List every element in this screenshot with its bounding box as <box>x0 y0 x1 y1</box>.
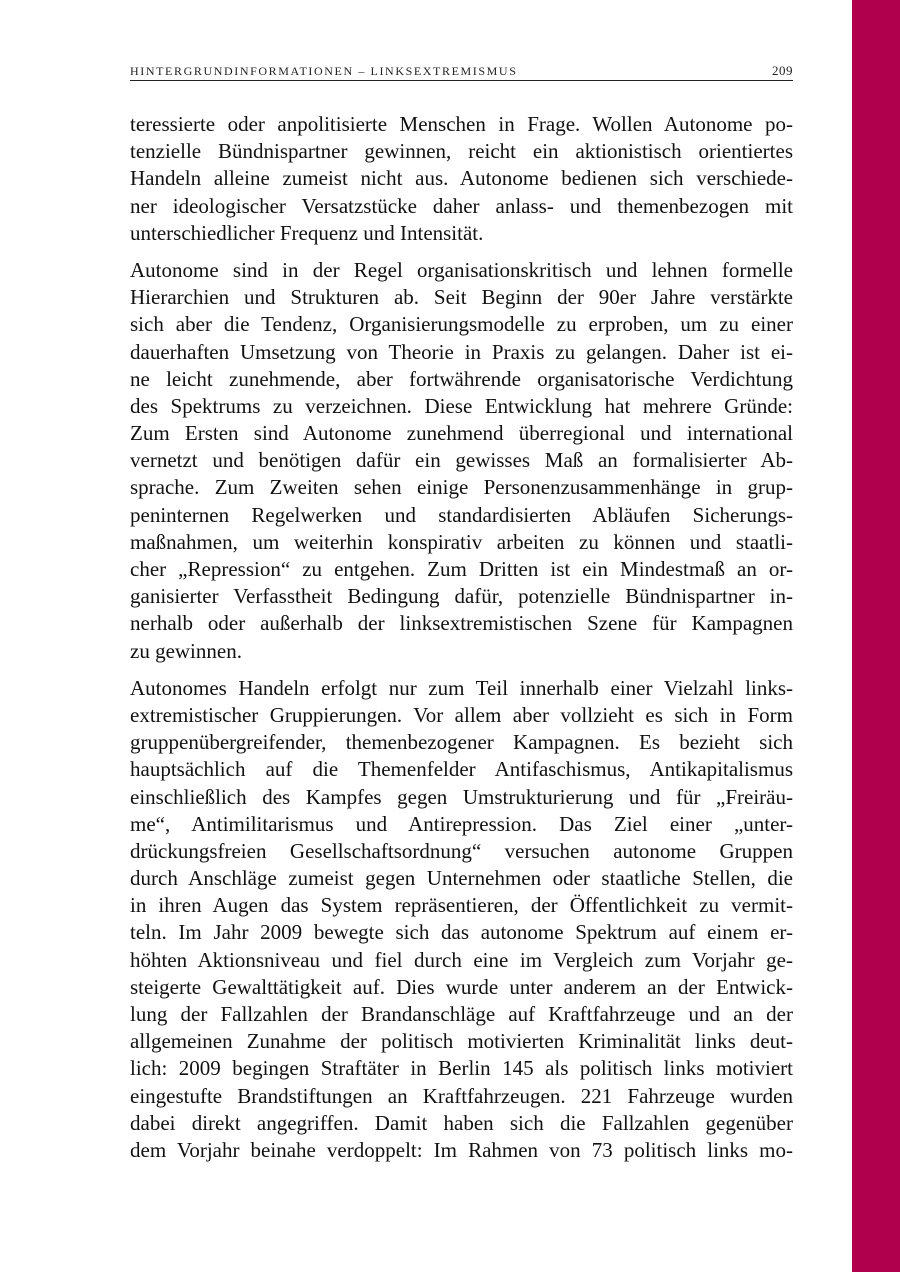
text-line: Autonome sind in der Regel organisationskritisch und lehnen formelle <box>130 257 793 282</box>
text-line: steigerte Gewalttätigkeit auf. Dies wurde unter anderem an der Entwick- <box>130 974 793 999</box>
text-line: ganisierter Verfasstheit Bedingung dafür, potenzielle Bündnispartner in- <box>130 584 793 609</box>
text-line: Handeln alleine zumeist nicht aus. Autonome bedienen sich verschiede- <box>130 166 793 191</box>
text-line: unterschiedlicher Frequenz und Intensität. <box>130 220 484 245</box>
text-line: peninternen Regelwerken und standardisierten Abläufen Sicherungs- <box>130 502 793 527</box>
text-line: gruppenübergreifender, themenbezogener Kampagnen. Es bezieht sich <box>130 730 793 755</box>
text-line: drückungsfreien Gesellschaftsordnung“ versuchen autonome Gruppen <box>130 838 793 863</box>
text-line: teln. Im Jahr 2009 bewegte sich das autonome Spektrum auf einem er- <box>130 920 793 945</box>
text-line: Hierarchien und Strukturen ab. Seit Beginn der 90er Jahre verstärkte <box>130 285 793 310</box>
text-line: vernetzt und benötigen dafür ein gewisses Maß an formalisierter Ab- <box>130 448 793 473</box>
text-line: ne leicht zunehmende, aber fortwährende organisatorische Verdichtung <box>130 366 793 391</box>
text-line: Autonomes Handeln erfolgt nur zum Teil innerhalb einer Vielzahl links- <box>130 675 793 700</box>
body-text <box>130 111 793 1174</box>
text-line: lich: 2009 begingen Straftäter in Berlin 145 als politisch links motiviert <box>130 1056 793 1081</box>
text-line: sich aber die Tendenz, Organisierungsmodelle zu erproben, um zu einer <box>130 312 793 337</box>
running-header <box>130 62 793 81</box>
text-line: allgemeinen Zunahme der politisch motivierten Kriminalität links deut- <box>130 1029 793 1054</box>
text-line: des Spektrums zu verzeichnen. Diese Entwicklung hat mehrere Gründe: <box>130 393 793 418</box>
text-line: cher „Repression“ zu entgehen. Zum Dritten ist ein Mindestmaß an or- <box>130 557 793 581</box>
text-line: ner ideologischer Versatzstücke daher anlass- und themenbezogen mit <box>130 193 793 218</box>
page-edge-color-bar <box>852 0 900 1272</box>
text-line: einschließlich des Kampfes gegen Umstrukturierung und für „Freiräu- <box>130 784 793 809</box>
running-header-title: HINTERGRUNDINFORMATIONEN – LINKSEXTREMISMUS <box>130 64 518 78</box>
text-line: teressierte oder anpolitisierte Menschen in Frage. Wollen Autonome po- <box>130 112 793 136</box>
text-line: eingestufte Brandstiftungen an Kraftfahrzeugen. 221 Fahrzeuge wurden <box>130 1083 793 1108</box>
text-line: lung der Fallzahlen der Brandanschläge auf Kraftfahrzeuge und an der <box>130 1002 793 1026</box>
paragraph <box>130 675 793 1164</box>
text-line: dauerhaften Umsetzung von Theorie in Praxis zu gelangen. Daher ist ei- <box>130 339 793 364</box>
text-line: maßnahmen, um weiterhin konspirativ arbeiten zu können und staatli- <box>130 529 793 554</box>
text-line: dem Vorjahr beinahe verdoppelt: Im Rahmen von 73 politisch links mo- <box>130 1137 793 1162</box>
text-line: in ihren Augen das System repräsentieren, der Öffentlichkeit zu vermit- <box>130 893 793 918</box>
paragraph <box>130 257 793 665</box>
text-line: sprache. Zum Zweiten sehen einige Personenzusammenhänge in grup- <box>130 475 793 500</box>
paragraph <box>130 111 793 247</box>
text-line: hauptsächlich auf die Themenfelder Antifaschismus, Antikapitalismus <box>130 757 793 782</box>
text-line: nerhalb oder außerhalb der linksextremistischen Szene für Kampagnen <box>130 611 793 636</box>
page-number: 209 <box>772 63 793 78</box>
text-line: tenzielle Bündnispartner gewinnen, reicht ein aktionistisch orientiertes <box>130 139 793 164</box>
text-line: durch Anschläge zumeist gegen Unternehmen oder staatliche Stellen, die <box>130 866 793 891</box>
text-line: extremistischer Gruppierungen. Vor allem aber vollzieht es sich in Form <box>130 702 793 727</box>
text-line: zu gewinnen. <box>130 638 242 663</box>
text-line: me“, Antimilitarismus und Antirepression. Das Ziel einer „unter- <box>130 811 793 836</box>
text-line: Zum Ersten sind Autonome zunehmend überregional und international <box>130 421 793 446</box>
text-line: höhten Aktionsniveau und fiel durch eine im Vergleich zum Vorjahr ge- <box>130 947 793 972</box>
text-line: dabei direkt angegriffen. Damit haben sich die Fallzahlen gegenüber <box>130 1110 793 1135</box>
